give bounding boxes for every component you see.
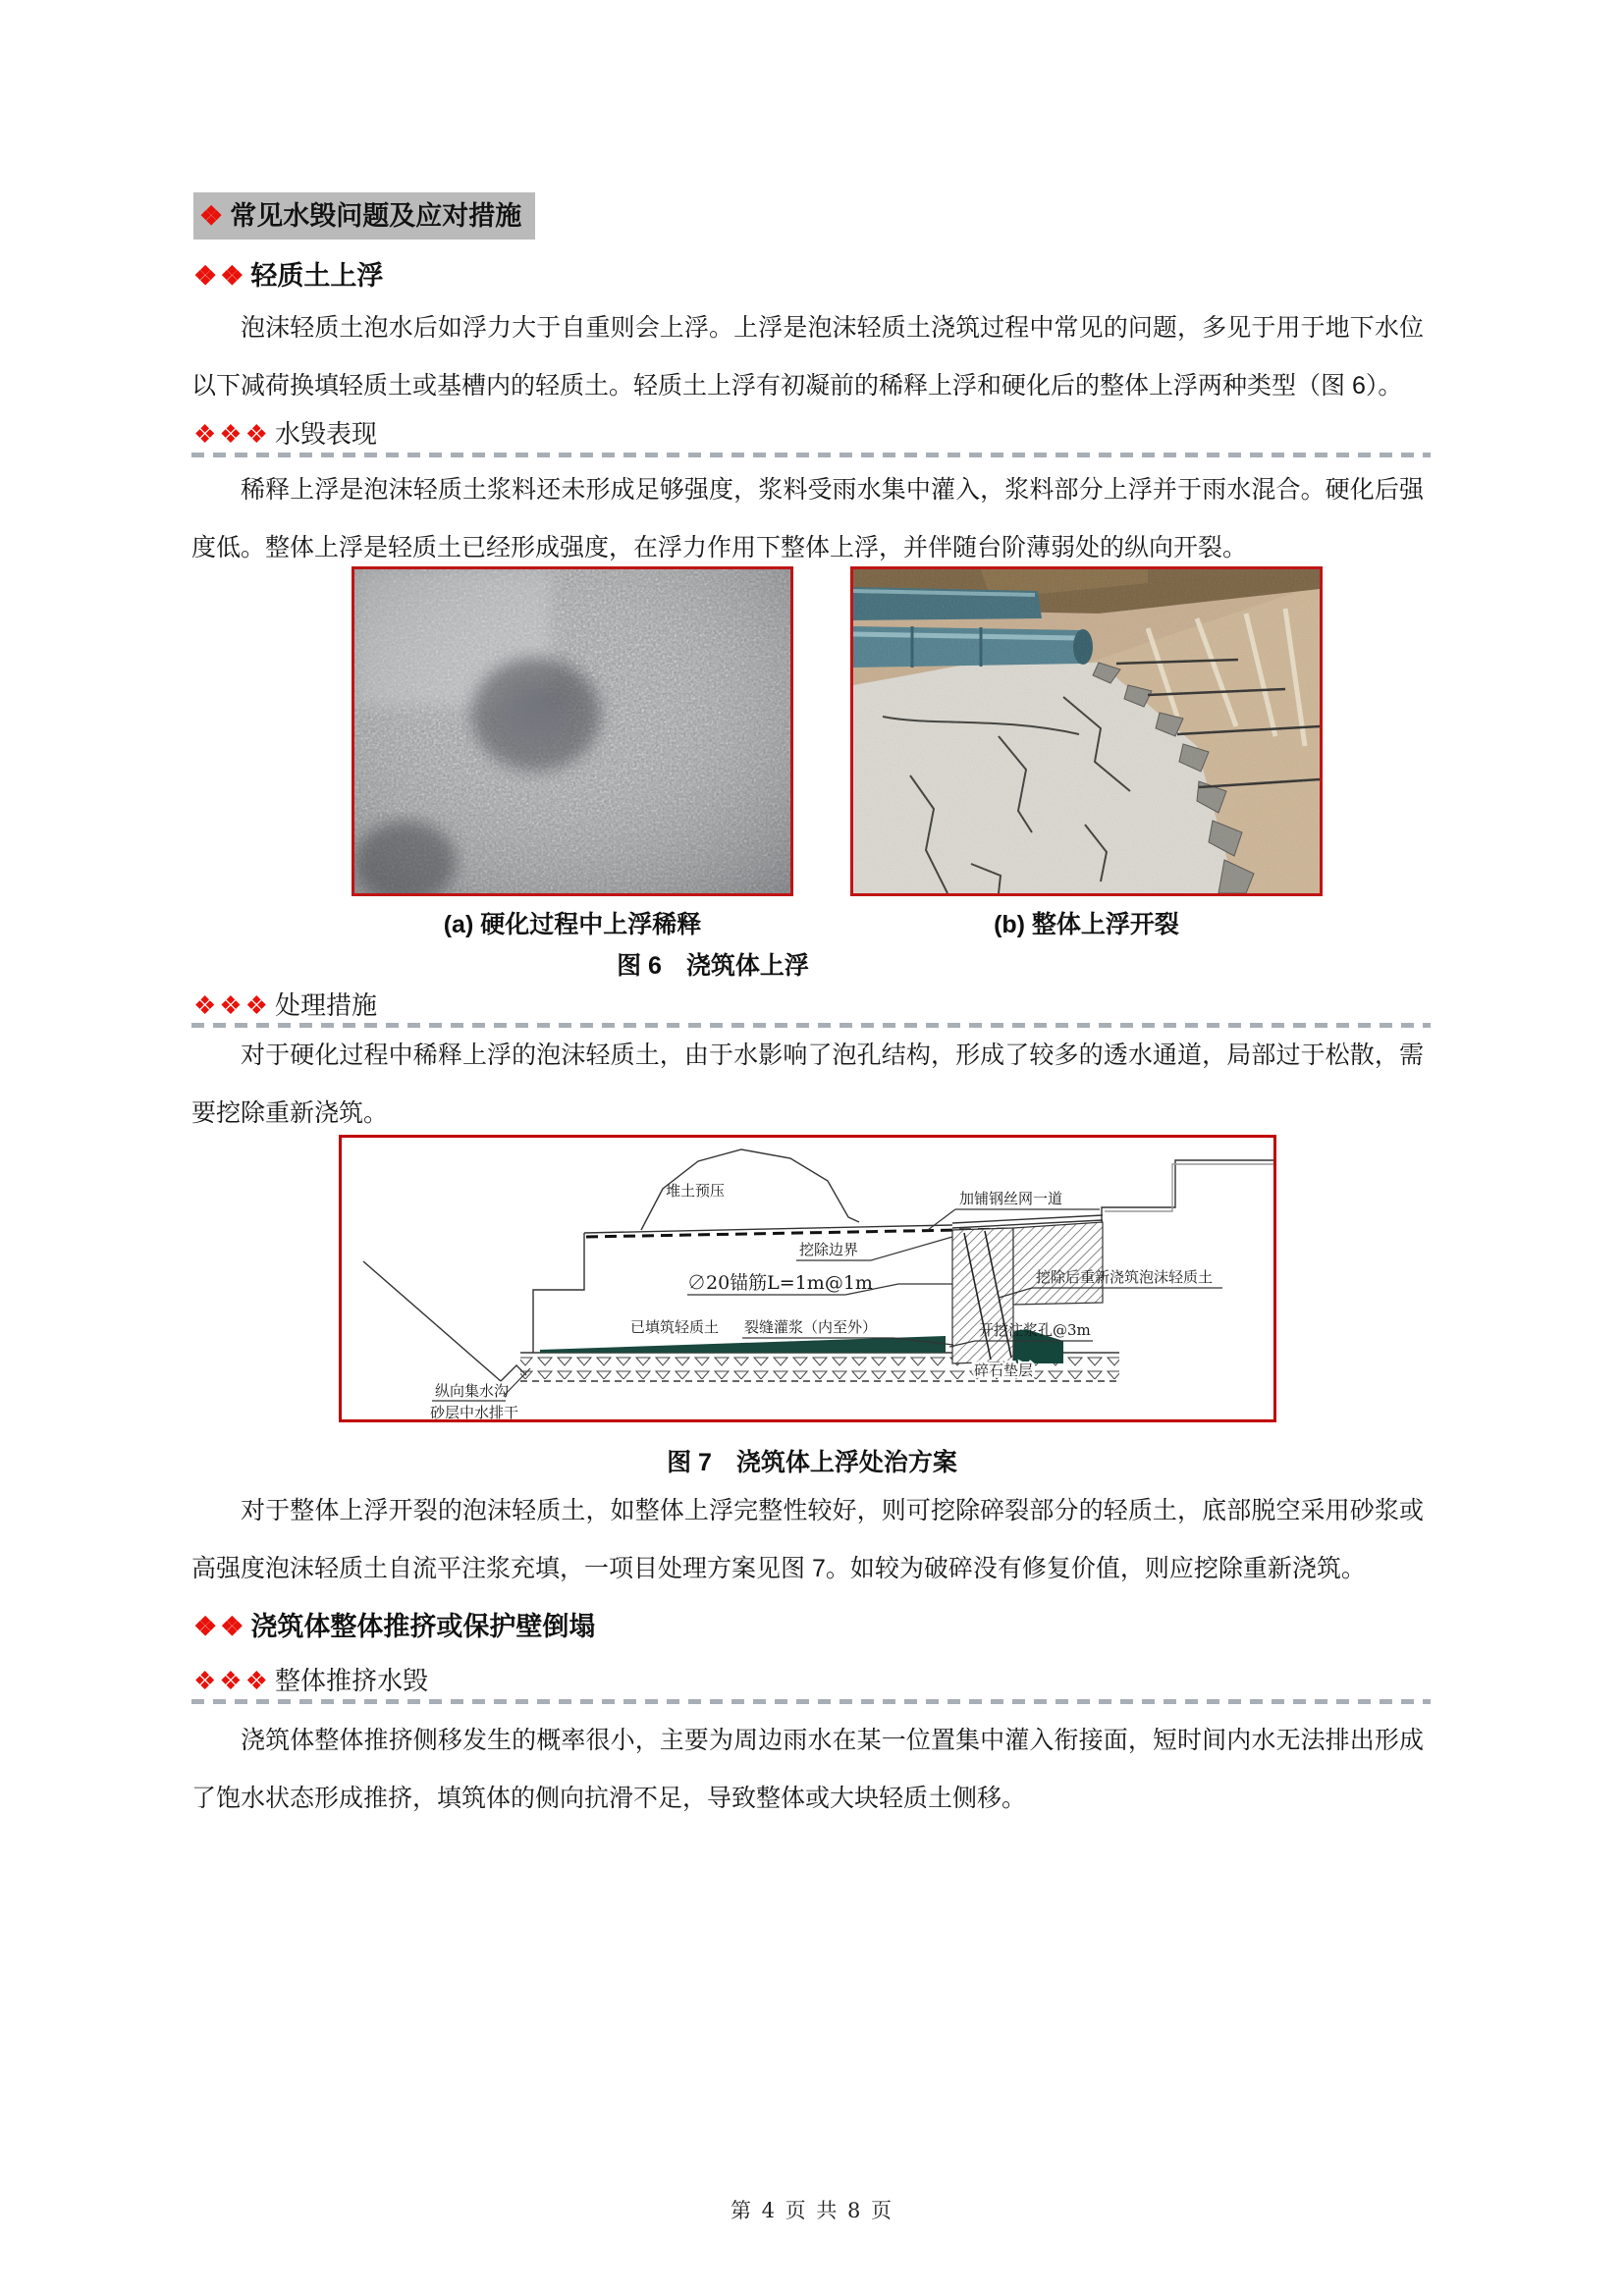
photo-b-caption: (b) 整体上浮开裂 [994, 911, 1179, 938]
label-drain-ditch: 纵向集水沟 [435, 1382, 510, 1400]
heading-text: 轻质土上浮 [250, 261, 384, 291]
figure6-caption: 图 6 浇筑体上浮 [617, 952, 809, 980]
label-crack-grouting: 裂缝灌浆（内至外） [744, 1318, 878, 1336]
diamond-marker: ❖ [199, 201, 227, 231]
dashed-divider [191, 1699, 1431, 1704]
label-surcharge: 堆土预压 [666, 1182, 726, 1200]
diamond-marker: ❖❖❖ [193, 419, 271, 449]
label-recast-soil: 挖除后重新浇筑泡沫轻质土 [1036, 1268, 1214, 1286]
figure7-diagram [339, 1135, 1276, 1422]
photo-a-image [354, 569, 790, 893]
photo-overall-floating-crack [850, 566, 1323, 896]
diamond-marker: ❖❖ [193, 261, 247, 291]
photo-diluted-floating [352, 566, 793, 896]
diamond-marker: ❖❖❖ [193, 990, 271, 1020]
photo-a-caption: (a) 硬化过程中上浮稀释 [443, 911, 702, 938]
heading-text: 水毁表现 [274, 419, 377, 449]
label-excavation-boundary: 挖除边界 [799, 1241, 859, 1258]
recast-block [1013, 1222, 1103, 1305]
label-wire-mesh: 加铺钢丝网一道 [959, 1190, 1063, 1207]
photo-b-image [853, 569, 1320, 893]
paragraph: 对于整体上浮开裂的泡沫轻质土，如整体上浮完整性较好，则可挖除碎裂部分的轻质土，底部脱空采用砂浆或高强度泡沫轻质土自流平注浆充填，一项目处理方案见图 7。如较为破碎没有修复价值，则应挖除重新浇筑。 [191, 1497, 1424, 1582]
paragraph: 稀释上浮是泡沫轻质土浆料还未形成足够强度，浆料受雨水集中灌入，浆料部分上浮并于雨水混合。硬化后强度低。整体上浮是轻质土已经形成强度，在浮力作用下整体上浮，并伴随台阶薄弱处的纵向开裂。 [191, 476, 1424, 561]
heading-text: 常见水毁问题及应对措施 [230, 201, 522, 231]
heading-text: 浇筑体整体推挤或保护壁倒塌 [250, 1612, 596, 1641]
label-grout-hole: 开挖注浆孔@3m [979, 1321, 1091, 1339]
section-heading-3 [193, 988, 377, 1023]
heading-text: 处理措施 [274, 990, 377, 1020]
paragraph: 浇筑体整体推挤侧移发生的概率很小，主要为周边雨水在某一位置集中灌入衔接面，短时间内水无法排出形成了饱水状态形成推挤，填筑体的侧向抗滑不足，导致整体或大块轻质土侧移。 [191, 1727, 1424, 1812]
section-heading-1 [193, 192, 535, 240]
page-number-footer: 第 4 页 共 8 页 [730, 2199, 894, 2222]
paragraph: 对于硬化过程中稀释上浮的泡沫轻质土，由于水影响了泡孔结构，形成了较多的透水通道，局部过于松散，需要挖除重新浇筑。 [191, 1041, 1424, 1127]
heading-text: 整体推挤水毁 [274, 1666, 428, 1695]
label-sand-drain: 砂层中水排干 [430, 1404, 519, 1421]
section-heading-2 [193, 257, 383, 294]
label-filled-soil: 已填筑轻质土 [630, 1318, 720, 1336]
label-gravel-cushion: 碎石垫层 [974, 1362, 1034, 1379]
diamond-marker: ❖❖ [193, 1612, 247, 1641]
diamond-marker: ❖❖❖ [193, 1666, 271, 1695]
section-heading-3 [193, 416, 377, 452]
section-heading-2 [193, 1608, 595, 1645]
label-anchor-bar: ∅20锚筋L=1m@1m [687, 1272, 873, 1294]
figure7-caption: 图 7 浇筑体上浮处治方案 [667, 1449, 957, 1476]
paragraph: 泡沫轻质土泡水后如浮力大于自重则会上浮。上浮是泡沫轻质土浇筑过程中常见的问题，多见于用于地下水位以下减荷换填轻质土或基槽内的轻质土。轻质土上浮有初凝前的稀释上浮和硬化后的整体上浮两种类型（图 6）。 [191, 314, 1424, 400]
section-heading-3 [193, 1663, 428, 1698]
dashed-divider [191, 453, 1431, 457]
